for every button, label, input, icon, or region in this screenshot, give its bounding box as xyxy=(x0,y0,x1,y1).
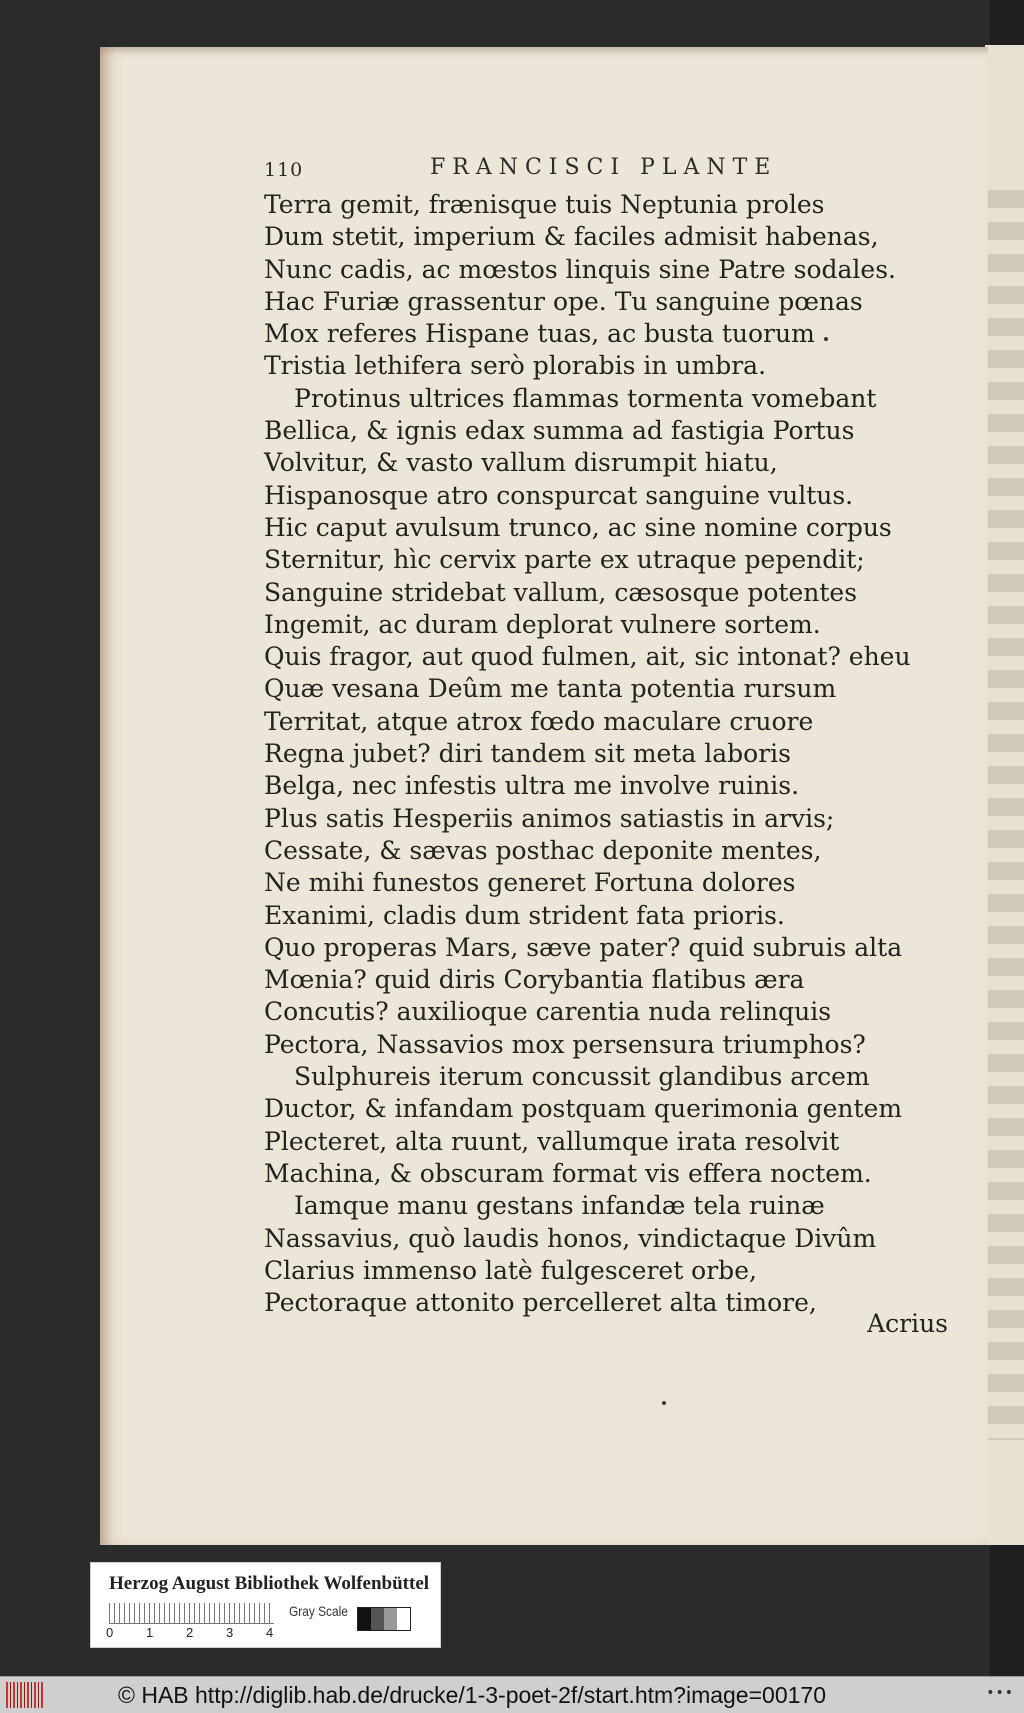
catchword: Acrius xyxy=(867,1309,948,1338)
text-line: Terra gemit, frænisque tuis Neptunia proles xyxy=(264,190,825,219)
gray-swatch xyxy=(384,1608,397,1630)
text-line: Hac Furiæ grassentur ope. Tu sanguine pœnas xyxy=(264,286,863,316)
text-line: Ingemit, ac duram deplorat vulnere sortem. xyxy=(264,609,821,639)
ruler-number: 4 xyxy=(266,1625,274,1640)
gray-scale-label: Gray Scale xyxy=(289,1603,348,1619)
text-line: Sternitur, hìc cervix parte ex utraque pependit; xyxy=(264,545,865,575)
footer-bar xyxy=(0,1676,1024,1713)
text-line: Clarius immenso latè fulgesceret orbe, xyxy=(264,1255,757,1285)
text-line: Sulphureis iterum concussit glandibus arcem xyxy=(294,1062,870,1092)
text-line: Cessate, & sævas posthac deponite mentes, xyxy=(264,835,822,865)
more-menu-icon[interactable]: ••• xyxy=(986,1685,1014,1701)
text-line: Protinus ultrices flammas tormenta vomebant xyxy=(294,383,877,413)
gray-swatch xyxy=(371,1608,384,1630)
text-line: Quæ vesana Deûm me tanta potentia rursum xyxy=(264,674,837,704)
poem-text xyxy=(264,189,984,1319)
text-line: Plecteret, alta ruunt, vallumque irata resolvit xyxy=(264,1126,840,1156)
text-line: Hispanosque atro conspurcat sanguine vultus. xyxy=(264,480,854,510)
text-line: Ne mihi funestos generet Fortuna dolores xyxy=(264,868,796,898)
text-line: Quo properas Mars, sæve pater? quid subruis alta xyxy=(264,932,903,962)
ruler-number: 1 xyxy=(146,1625,154,1640)
gray-swatch xyxy=(358,1608,371,1630)
ink-speck xyxy=(662,1401,666,1405)
book-page xyxy=(100,47,988,1545)
text-line: Belga, nec infestis ultra me involve ruinis. xyxy=(264,771,800,801)
ruler-numbers xyxy=(106,1625,286,1641)
text-line: Nassavius, quò laudis honos, vindictaque Divûm xyxy=(264,1223,877,1253)
text-line: Pectora, Nassavios mox persensura triumphos? xyxy=(264,1029,866,1059)
text-line: Sanguine stridebat vallum, cæsosque potentes xyxy=(264,577,858,607)
facing-page-text-shadow xyxy=(985,190,1024,1440)
gray-scale-swatches xyxy=(357,1607,411,1631)
ruler-number: 0 xyxy=(106,1625,114,1640)
text-line: Hic caput avulsum trunco, ac sine nomine corpus xyxy=(264,512,892,542)
color-scale-card xyxy=(90,1562,441,1648)
text-line: Iamque manu gestans infandæ tela ruinæ xyxy=(294,1191,825,1221)
page-number: 110 xyxy=(264,159,304,181)
ruler xyxy=(109,1603,274,1624)
running-title: FRANCISCI PLANTE xyxy=(430,155,778,180)
text-line: Pectoraque attonito percelleret alta timore, xyxy=(264,1288,817,1318)
ruler-number: 2 xyxy=(186,1625,194,1640)
gray-swatch xyxy=(397,1608,410,1630)
text-line: Territat, atque atrox fœdo maculare cruore xyxy=(264,706,814,736)
page-header xyxy=(264,155,864,183)
scale-card-title: Herzog August Bibliothek Wolfenbüttel xyxy=(109,1573,430,1594)
ink-speck xyxy=(824,337,828,341)
text-line: Bellica, & ignis edax summa ad fastigia Portus xyxy=(264,416,855,446)
text-line: Dum stetit, imperium & faciles admisit habenas, xyxy=(264,222,879,252)
text-line: Regna jubet? diri tandem sit meta laboris xyxy=(264,739,791,769)
text-line: Quis fragor, aut quod fulmen, ait, sic intonat? eheu xyxy=(264,642,911,672)
text-line: Mox referes Hispane tuas, ac busta tuorum xyxy=(264,319,815,349)
ruler-number: 3 xyxy=(226,1625,234,1640)
text-line: Mœnia? quid diris Corybantia flatibus æra xyxy=(264,965,805,995)
text-line: Ductor, & infandam postquam querimonia gentem xyxy=(264,1094,903,1124)
text-line: Volvitur, & vasto vallum disrumpit hiatu, xyxy=(264,448,778,478)
text-line: Plus satis Hesperiis animos satiastis in arvis; xyxy=(264,803,835,833)
text-line: Concutis? auxilioque carentia nuda relinquis xyxy=(264,997,832,1027)
facing-page-edge xyxy=(985,45,1024,1545)
text-line: Tristia lethifera serò plorabis in umbra. xyxy=(264,351,767,381)
text-line: Exanimi, cladis dum strident fata prioris. xyxy=(264,900,785,930)
text-line: Machina, & obscuram format vis effera noctem. xyxy=(264,1158,872,1188)
copyright-url[interactable]: © HAB http://diglib.hab.de/drucke/1-3-poet-2f/start.htm?image=00170 xyxy=(118,1682,826,1708)
text-line: Nunc cadis, ac mœstos linquis sine Patre sodales. xyxy=(264,254,896,284)
barcode-icon xyxy=(6,1682,44,1708)
